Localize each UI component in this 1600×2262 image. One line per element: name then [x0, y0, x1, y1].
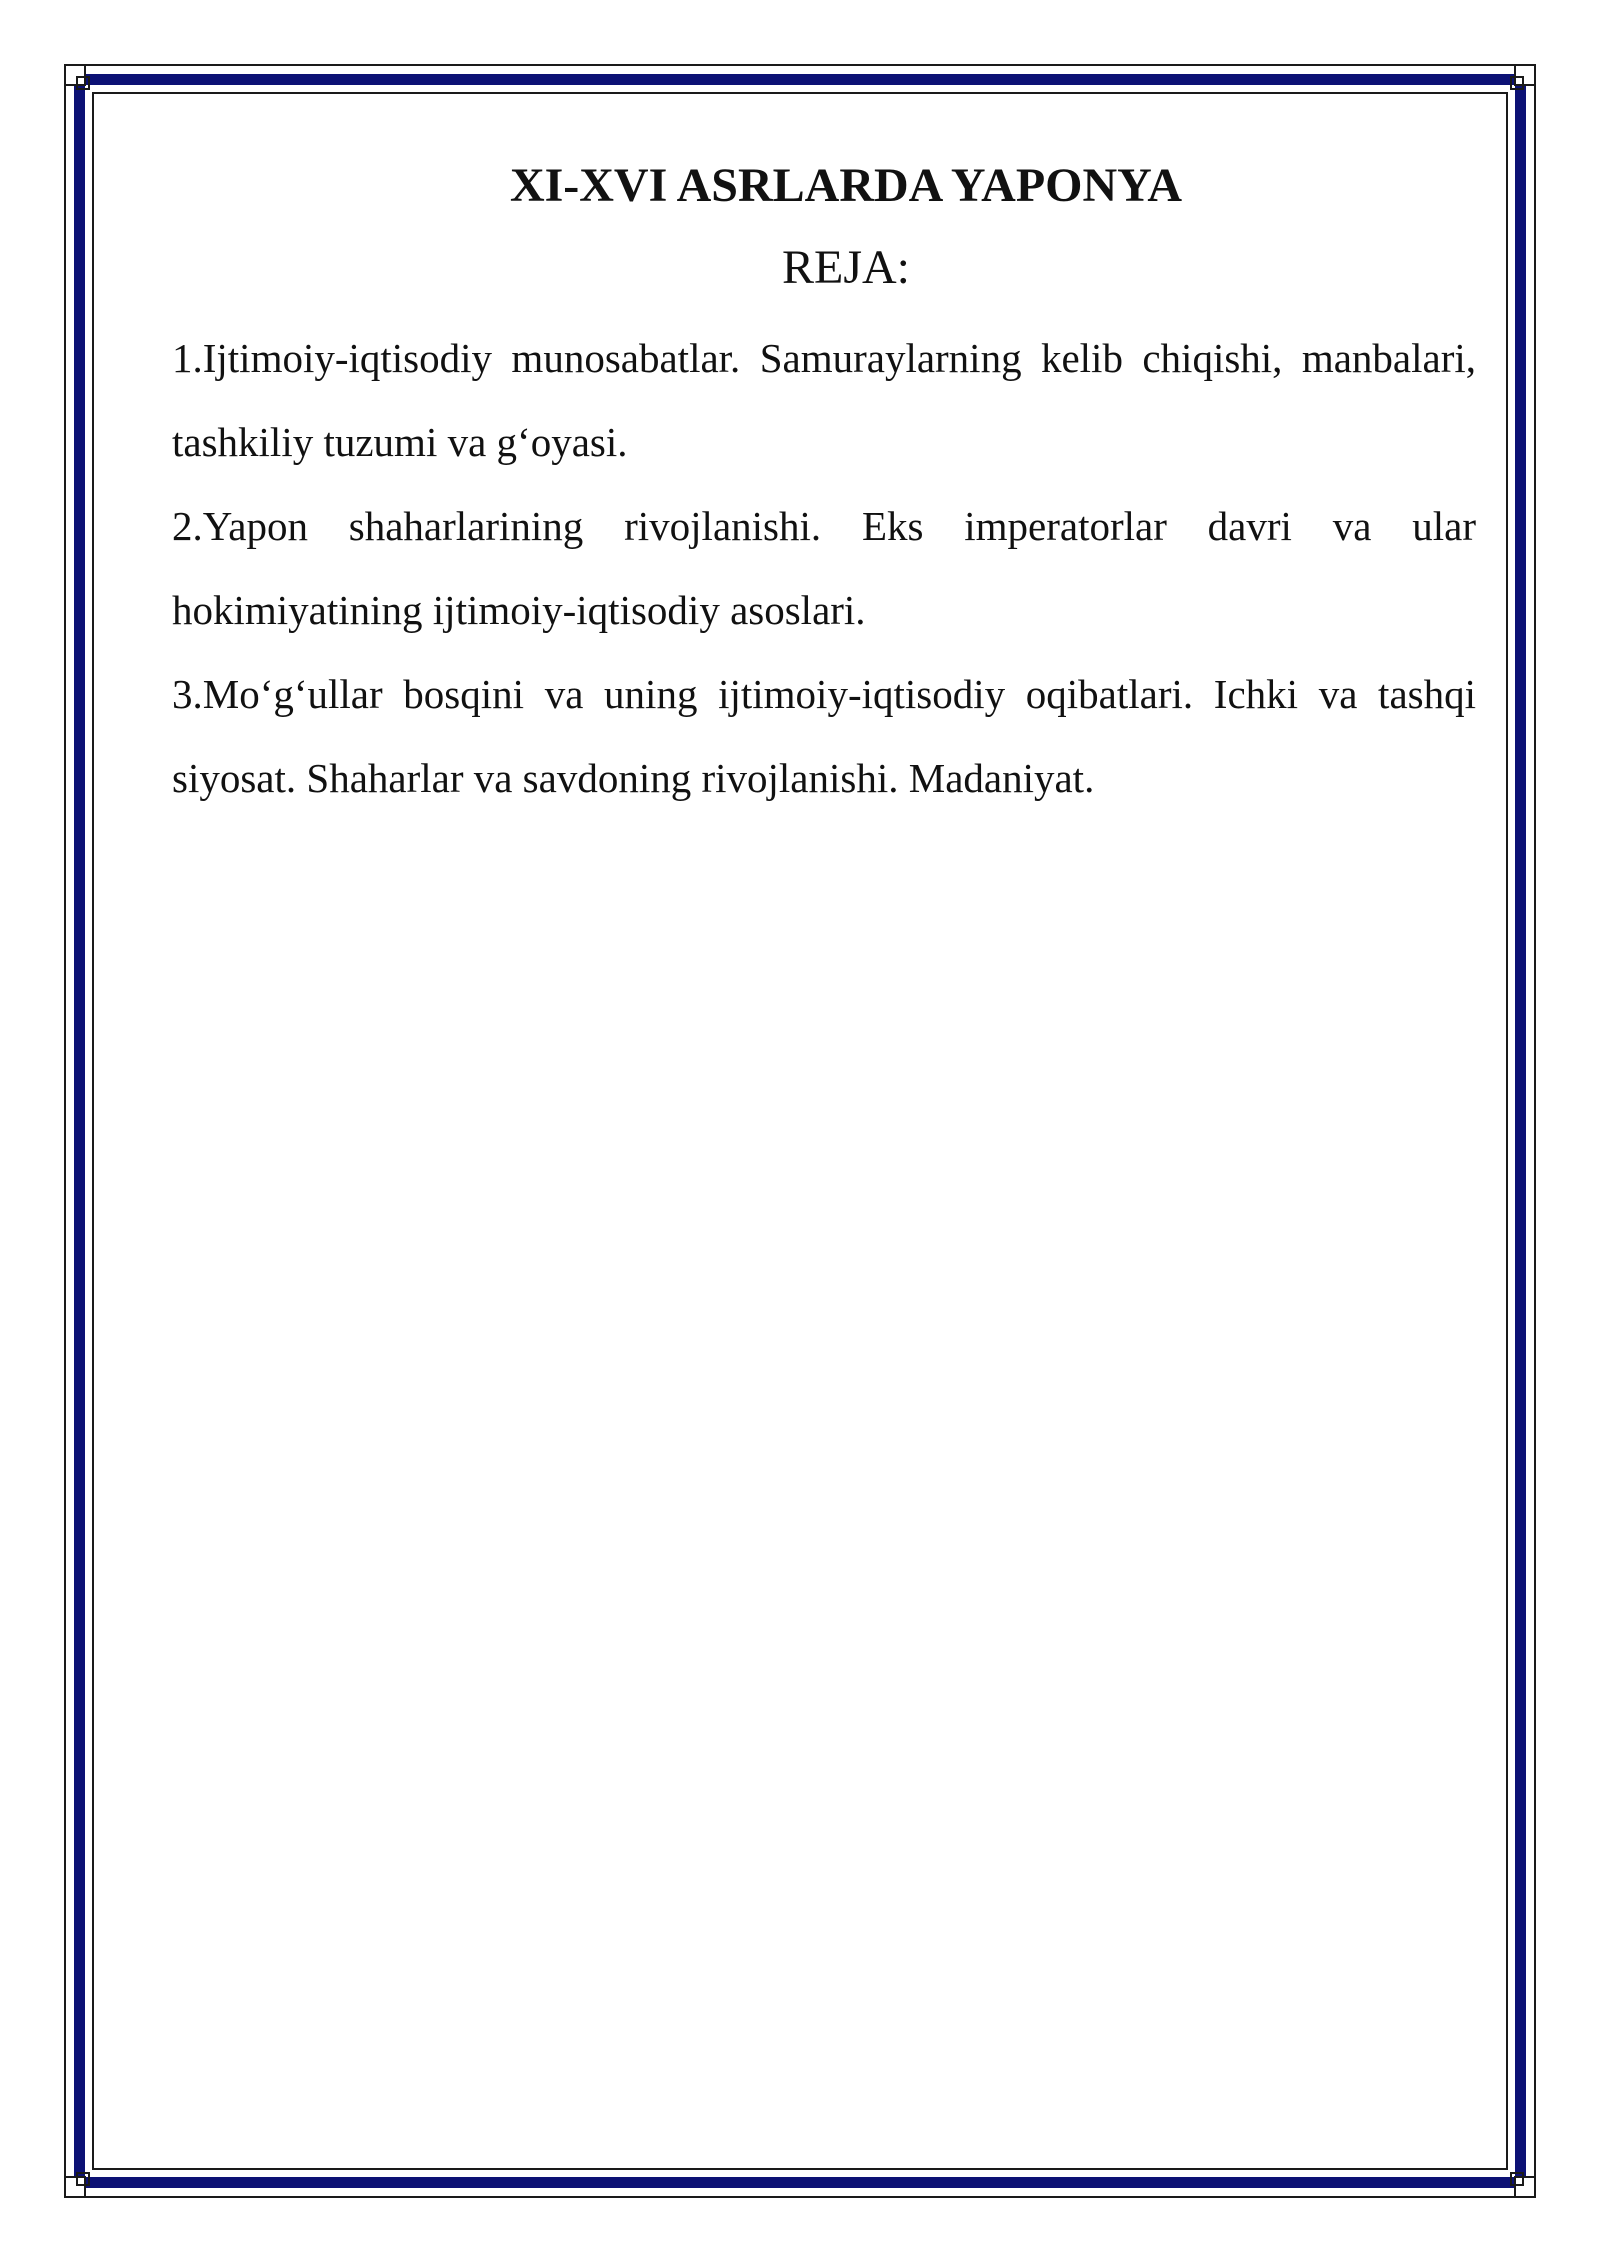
plan-item-2: 2.Yapon shaharlarining rivojlanishi. Eks imperatorlar davri va ular hokimiyatining ijtimoiy-iqtisodiy asoslari. [172, 503, 1476, 633]
frame-corner-top-left [64, 64, 98, 98]
frame-corner-bottom-left [64, 2164, 98, 2198]
plan-item-1: 1.Ijtimoiy-iqtisodiy munosabatlar. Samuraylarning kelib chiqishi, manbalari, tashkiliy tuzumi va g‘oyasi. [172, 335, 1476, 465]
plan-heading: REJA: [781, 241, 910, 294]
frame-corner-top-right [1502, 64, 1536, 98]
page-title: XI-XVI ASRLARDA YAPONYA [509, 159, 1183, 212]
page-content [172, 150, 1476, 820]
frame-corner-bottom-right [1502, 2164, 1536, 2198]
plan-list [172, 316, 1476, 820]
plan-item-3: 3.Mo‘g‘ullar bosqini va uning ijtimoiy-iqtisodiy oqibatlari. Ichki va tashqi siyosat. Shaharlar va savdoning rivojlanishi. Madaniyat. [172, 671, 1476, 801]
